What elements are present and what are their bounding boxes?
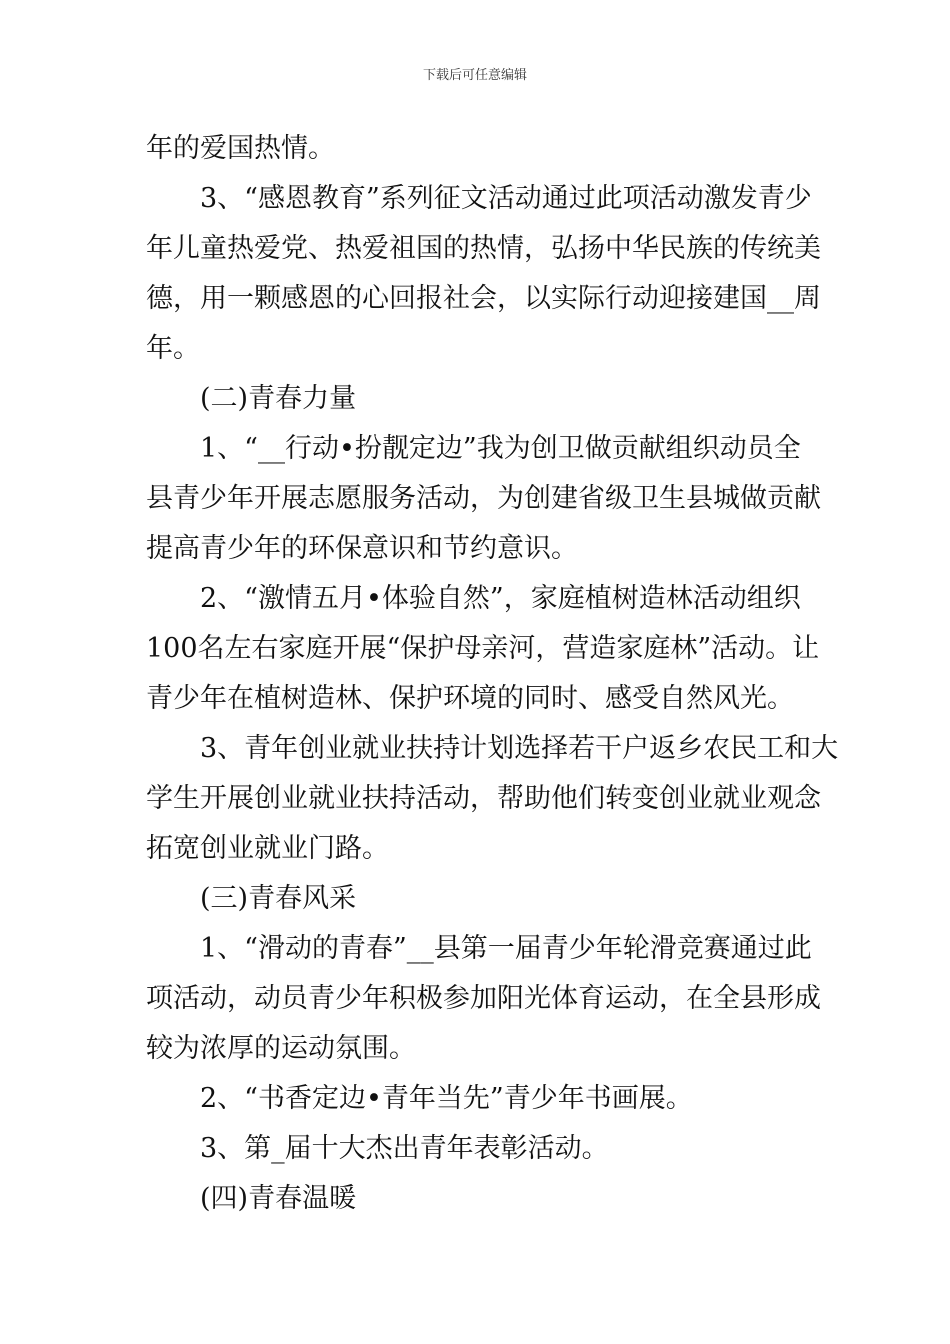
page-header: 下载后可任意编辑 [422, 68, 527, 83]
paragraph-first-line: 1、“滑动的青春”__县第一届青少年轮滑竞赛通过此 [200, 933, 812, 964]
text-line: 德，用一颗感恩的心回报社会，以实际行动迎接建国__周 [146, 283, 821, 314]
text-line: 县青少年开展志愿服务活动，为创建省级卫生县城做贡献 [146, 483, 821, 514]
text-line: 年儿童热爱党、热爱祖国的热情，弘扬中华民族的传统美 [146, 233, 821, 264]
paragraph-first-line: 3、第_届十大杰出青年表彰活动。 [200, 1133, 609, 1164]
text-line: 项活动，动员青少年积极参加阳光体育运动，在全县形成 [146, 983, 821, 1014]
paragraph-first-line: 3、“感恩教育”系列征文活动通过此项活动激发青少 [200, 183, 812, 214]
text-line: 年的爱国热情。 [146, 133, 335, 164]
section-heading: (三)青春风采 [200, 883, 357, 914]
section-heading: (二)青春力量 [200, 383, 357, 414]
text-line: 拓宽创业就业门路。 [146, 833, 389, 864]
document-body [146, 124, 839, 1224]
text-line: 较为浓厚的运动氛围。 [146, 1033, 416, 1064]
text-line: 青少年在植树造林、保护环境的同时、感受自然风光。 [146, 683, 794, 714]
text-line: 年。 [146, 333, 200, 364]
paragraph-first-line: 3、青年创业就业扶持计划选择若干户返乡农民工和大 [200, 733, 839, 764]
text-line: 提高青少年的环保意识和节约意识。 [146, 533, 578, 564]
paragraph-first-line: 2、“激情五月•体验自然”，家庭植树造林活动组织 [200, 583, 801, 614]
section-heading: (四)青春温暖 [200, 1183, 357, 1214]
text-line: 100名左右家庭开展“保护母亲河，营造家庭林”活动。让 [146, 633, 820, 664]
paragraph-first-line: 1、“__行动•扮靓定边”我为创卫做贡献组织动员全 [200, 433, 801, 464]
text-line: 学生开展创业就业扶持活动，帮助他们转变创业就业观念 [146, 783, 821, 814]
paragraph-first-line: 2、“书香定边•青年当先”青少年书画展。 [200, 1083, 693, 1114]
